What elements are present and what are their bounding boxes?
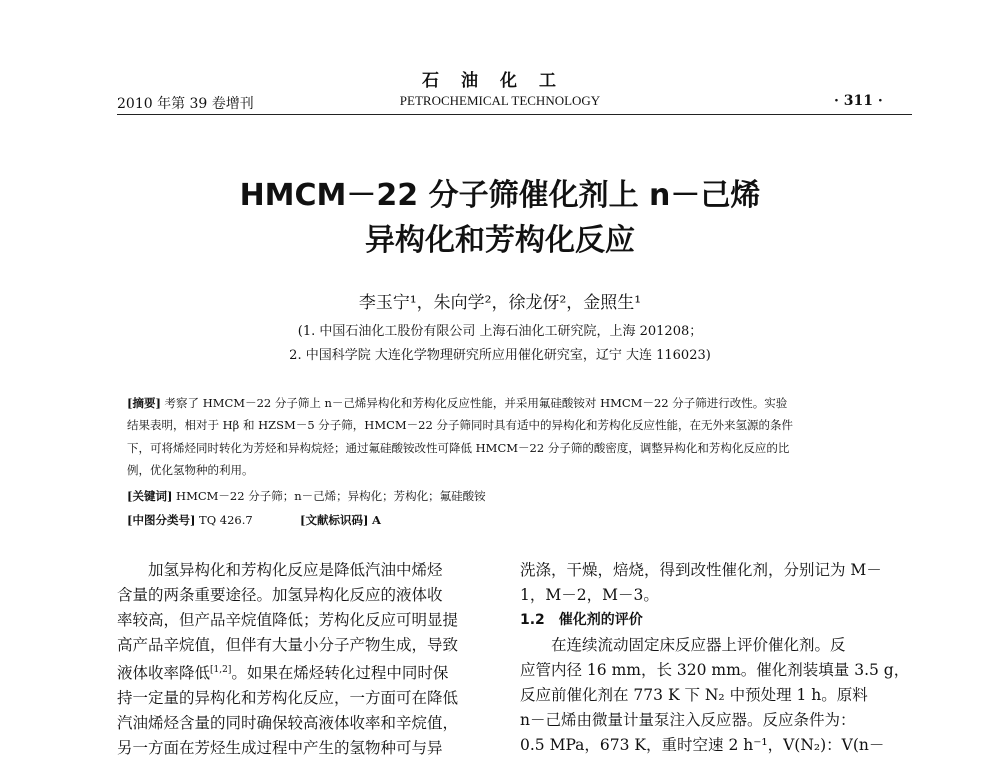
body-line: 反应前催化剂在 773 K 下 N₂ 中预处理 1 h。原料	[520, 686, 868, 704]
affiliation-2: 2. 中国科学院 大连化学物理研究所应用催化研究室，辽宁 大连 116023)	[289, 348, 711, 363]
body-line: n－己烯由微量计量泵注入反应器。反应条件为：	[520, 711, 856, 729]
document-code-line	[300, 512, 381, 528]
citation-ref: [1,2]	[210, 665, 232, 675]
body-line: 0.5 MPa，673 K，重时空速 2 h⁻¹，V(N₂)：V(n－	[520, 736, 885, 754]
journal-name-cn: 石油化工	[422, 71, 578, 91]
body-line: 高产品辛烷值，但伴有大量小分子产物生成，导致	[117, 636, 459, 654]
document-code-value: A	[372, 513, 381, 527]
abstract-line-3: 下，可将烯烃同时转化为芳烃和异构烷烃；通过氟硅酸铵改性可降低 HMCM－22 分子筛的酸密度，调整异构化和芳构化反应的比	[127, 441, 790, 455]
author-list: 李玉宁¹，朱向学²，徐龙伢²，金照生¹	[358, 293, 642, 313]
body-line: 汽油烯烃含量的同时确保较高液体收率和辛烷值，	[117, 714, 459, 733]
page-number: · 311 ·	[834, 93, 883, 109]
section-heading: 1.2 催化剂的评价	[520, 612, 643, 628]
abstract-line-1	[127, 395, 787, 411]
body-line: 持一定量的异构化和芳构化反应，一方面可在降低	[117, 689, 459, 708]
abstract-line-4: 例，优化氢物种的利用。	[127, 463, 254, 477]
journal-name-en: PETROCHEMICAL TECHNOLOGY	[399, 93, 601, 108]
classification-label: [中图分类号]	[127, 513, 196, 527]
classification-value: TQ 426.7	[199, 513, 253, 527]
body-line: 应管内径 16 mm，长 320 mm。催化剂装填量 3.5 g，	[520, 661, 910, 679]
keywords-line	[127, 488, 486, 504]
body-line: 率较高，但产品辛烷值降低；芳构化反应可明显提	[117, 611, 459, 629]
body-line-text: 液体收率降低	[117, 664, 211, 683]
document-code-label: [文献标识码]	[300, 513, 369, 527]
header-rule	[117, 114, 912, 115]
body-line: 洗涤，干燥，焙烧，得到改性催化剂，分别记为 M－	[520, 561, 882, 579]
classification-line	[127, 512, 253, 528]
affiliation-1: (1. 中国石油化工股份有限公司 上海石油化工研究院，上海 201208；	[297, 324, 703, 339]
body-line-with-citation	[117, 658, 497, 686]
body-line: 加氢异构化和芳构化反应是降低汽油中烯烃	[117, 561, 443, 579]
body-line: 含量的两条重要途径。加氢异构化反应的液体收	[117, 586, 443, 604]
abstract-text-1: 考察了 HMCM－22 分子筛上 n－己烯异构化和芳构化反应性能，并采用氟硅酸铵对 HMCM－22 分子筛进行改性。实验	[164, 396, 788, 410]
body-column-left	[117, 558, 497, 761]
body-column-right	[520, 558, 910, 758]
issue-info: 2010 年第 39 卷增刊	[117, 96, 254, 112]
paper-title-line1: HMCM－22 分子筛催化剂上 n－己烯	[239, 178, 761, 213]
keywords-text: HMCM－22 分子筛；n－己烯；异构化；芳构化；氟硅酸铵	[176, 489, 486, 503]
paper-title-line2: 异构化和芳构化反应	[365, 223, 635, 258]
abstract-line-2: 结果表明，相对于 Hβ 和 HZSM－5 分子筛，HMCM－22 分子筛同时具有适中的异构化和芳构化反应性能，在无外来氢源的条件	[127, 418, 793, 432]
body-line: 在连续流动固定床反应器上评价催化剂。反	[520, 636, 846, 654]
body-line: 1，M－2，M－3。	[520, 586, 659, 604]
abstract-label: [摘要]	[127, 396, 161, 410]
keywords-label: [关键词]	[127, 489, 173, 503]
body-line-text: 。如果在烯烃转化过程中同时保	[231, 664, 449, 683]
body-line: 另一方面在芳烃生成过程中产生的氢物种可与异	[117, 739, 443, 758]
